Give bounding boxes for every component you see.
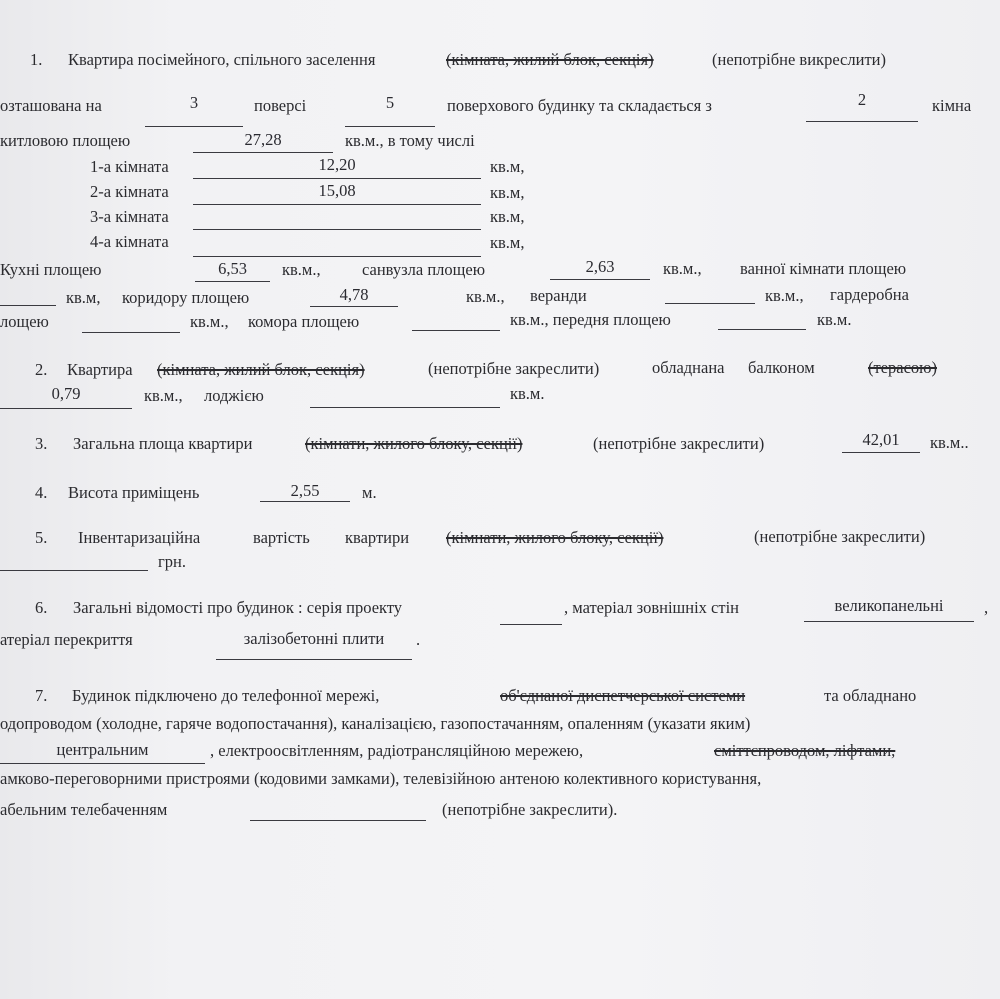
cable-tv-line [250,820,426,821]
s4-number: 4. [35,483,48,502]
bathroom-label: ванної кімнати площею [740,259,907,278]
s5-text: Інвентаризаційна [78,528,201,547]
building-label: поверхового будинку та складається з [447,96,712,115]
veranda-line [665,303,755,304]
height-value: 2,55 [290,481,320,500]
kitchen-value: 6,53 [218,259,247,278]
wardrobe-unit: кв.м., [190,312,229,331]
s7-text: Будинок підключено до телефонної мережі, [72,686,380,705]
living-area-value: 27,28 [244,130,282,149]
s6-comma: , [984,598,989,617]
s5-struck-text: (кімнати, жилого блоку, секції) [446,528,664,547]
bathroom-line [0,305,56,306]
storage-line [412,330,500,331]
s3-note: (непотрібне закреслити) [593,434,765,453]
s5-note: (непотрібне закреслити) [754,527,926,546]
kitchen-line [195,281,270,282]
corridor-unit: кв.м., [466,287,505,306]
loggia-line [310,407,500,408]
total-area-value: 42,01 [862,430,900,449]
floors-total-value: 5 [385,93,395,112]
s2-struck-text: (кімната, жилий блок, секція) [157,360,365,379]
bath-line [550,279,650,280]
hallway-unit: кв.м. [817,310,852,329]
cost-line [0,570,148,571]
heating-value: центральним [56,740,149,759]
wardrobe-line [82,332,180,333]
floor-material-value: залізобетонні плити [243,629,385,648]
corridor-label: коридору площею [122,288,250,307]
s2-note: (непотрібне закреслити) [428,359,600,378]
cut-off-header [330,0,670,2]
room3-unit: кв.м, [490,207,525,226]
corridor-line [310,306,398,307]
living-area-unit: кв.м., в тому числі [345,131,475,150]
wardrobe-cont: лощею [0,312,49,331]
s7-note: (непотрібне закреслити). [442,800,618,819]
floors-total-line [345,126,435,127]
corridor-value: 4,78 [339,285,369,304]
balcony-value: 0,79 [51,384,81,403]
room2-unit: кв.м, [490,183,525,202]
floor-value: 3 [189,93,199,112]
s7-number: 7. [35,686,48,705]
veranda-unit: кв.м., [765,286,804,305]
s6-number: 6. [35,598,48,617]
s1-note: (непотрібне викреслити) [712,50,886,69]
s3-struck-text: (кімнати, жилого блоку, секції) [305,434,523,453]
bathroom-unit: кв.м, [66,288,101,307]
heating-line [0,763,205,764]
rooms-line [806,121,918,122]
floor-material-line [216,659,412,660]
kitchen-label: Кухні площею [0,260,102,279]
room1-value: 12,20 [318,155,356,174]
room3-line [193,229,481,230]
total-area-line [842,452,920,453]
room1-label: 1-а кімната [90,157,169,176]
living-area-label: китловою площею [0,131,131,150]
s2-struck-terrace: (терасою) [868,358,937,377]
room4-label: 4-а кімната [90,232,169,251]
storage-unit: кв.м., передня площею [510,310,671,329]
balcony-line [0,408,132,409]
room4-line [193,256,481,257]
rooms-label: кімна [932,96,972,115]
living-area-line [193,152,333,153]
storage-label: комора площею [248,312,360,331]
s1-struck-text: (кімната, жилий блок, секція) [446,50,654,69]
bath-label: санвузла площею [362,260,486,279]
s6-dot: . [416,630,421,649]
room2-label: 2-а кімната [90,182,169,201]
room3-label: 3-а кімната [90,207,169,226]
cost-unit: грн. [158,552,186,571]
floor-material-label: атеріал перекриття [0,630,133,649]
s7-line2: одопроводом (холодне, гаряче водопостачання), каналізацією, газопостачанням, опаленням (указати яким) [0,714,751,733]
s6-wall-label: , матеріал зовнішніх стін [564,598,739,617]
bath-unit: кв.м., [663,259,702,278]
bath-value: 2,63 [585,257,615,276]
s2-number: 2. [35,360,48,379]
s7-struck-text2: сміттєпроводом, ліфтами, [714,741,896,760]
room2-value: 15,08 [318,181,356,200]
s5-apartment: квартири [345,528,410,547]
rooms-value: 2 [857,90,867,109]
loggia-label: лоджією [204,386,264,405]
s2-balcony: балконом [748,358,815,377]
series-line [500,624,562,625]
s6-text: Загальні відомості про будинок : серія проекту [73,598,403,617]
s3-text: Загальна площа квартири [73,434,253,453]
s2-text: Квартира [67,360,133,379]
s5-number: 5. [35,528,48,547]
loggia-unit: кв.м. [510,384,545,403]
floor-label: поверсі [254,96,307,115]
s7-line4: амково-переговорними пристроями (кодовими замками), телевізійною антеною колективного користування, [0,769,762,788]
room4-unit: кв.м, [490,233,525,252]
total-area-unit: кв.м.. [930,433,969,452]
s7-struck-text: об'єднаної диспетчерської системи [500,686,746,705]
room2-line [193,204,481,205]
s7-line3: , електроосвітленням, радіотрансляційною мережею, [210,741,584,760]
floor-line [145,126,243,127]
kitchen-unit: кв.м., [282,260,321,279]
height-unit: м. [362,483,377,502]
veranda-label: веранди [530,286,587,305]
s7-cable-tv: абельним телебаченням [0,800,168,819]
room1-unit: кв.м, [490,157,525,176]
s5-cost: вартість [253,528,310,547]
hallway-line [718,329,806,330]
s1-located-label: озташована на [0,96,102,115]
balcony-unit: кв.м., [144,386,183,405]
s2-equipped: обладнана [652,358,725,377]
wall-material-line [804,621,974,622]
s7-equipped: та обладнано [824,686,917,705]
s4-text: Висота приміщень [68,483,200,502]
s1-text: Квартира посімейного, спільного заселення [68,50,376,69]
s3-number: 3. [35,434,48,453]
wardrobe-label: гардеробна [830,285,909,304]
room1-line [193,178,481,179]
s1-number: 1. [30,50,43,69]
height-line [260,501,350,502]
wall-material-value: великопанельні [834,596,944,615]
